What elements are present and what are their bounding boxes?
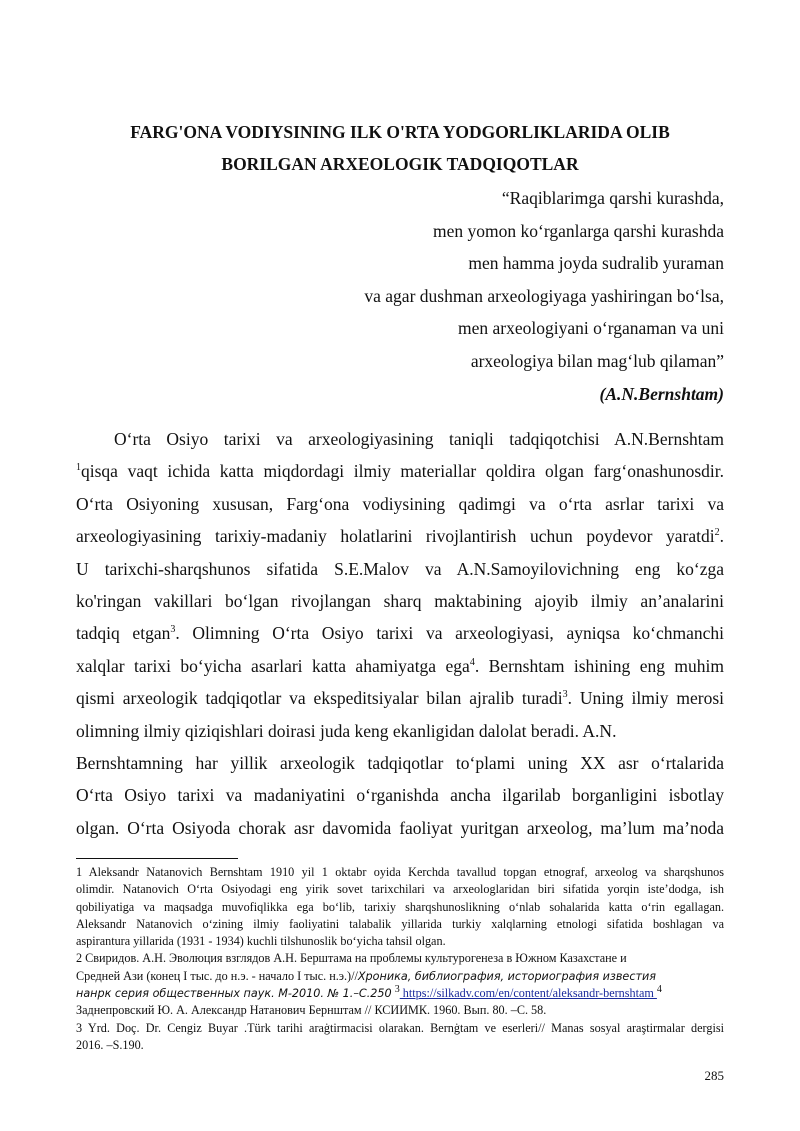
body-line-text: arxeologiyasining tarixiy-madaniy holatlarini rivojlantirish uchun poydevor yaratdi — [76, 526, 715, 547]
epigraph-line: men arxeologiyani o‘rganaman va uni — [458, 318, 724, 339]
footnotes — [76, 864, 724, 1054]
footnote-line: 2 Свиридов. А.Н. Эволюция взглядов А.Н. Берштама на проблемы культурогенеза в Южном Казахстане и — [76, 951, 627, 966]
body-line — [76, 650, 724, 682]
epigraph-line: men hamma joyda sudralib yuraman — [468, 253, 724, 274]
footnote-ref[interactable]: 3 — [170, 624, 176, 636]
epigraph — [204, 182, 724, 410]
footnote-italic-text: нанрк серия общественных паук. М-2010. № 1.–С.250 — [76, 987, 392, 1001]
body-line: Bernshtamning har yillik arxeologik tadqiqotlar to‘plami uning XX asr o‘rtalarida — [76, 752, 724, 773]
footnote-line — [76, 968, 724, 985]
footnote-ref[interactable]: 4 — [656, 984, 662, 996]
body-line: O‘rta Osiyo tarixi va arxeologiyasining taniqli tadqiqotchisi A.N.Bernshtam — [114, 429, 724, 449]
title-line-1: FARG'ONA VODIYSINING ILK O'RTA YODGORLIKLARIDA OLIB — [130, 122, 670, 142]
body-line-text: . Bernshtam ishining eng muhim — [474, 655, 725, 676]
page-number: 285 — [704, 1068, 724, 1083]
body-line — [76, 682, 724, 714]
body-line — [76, 617, 724, 649]
body-line-text: . Olimning O‘rta Osiyo tarixi va arxeologiyasi, ayniqsa ko‘chmanchi — [175, 623, 725, 644]
body-line-text: qismi arxeologik tadqiqotlar va ekspeditsiyalar bilan ajralib turadi — [76, 688, 563, 709]
body-line: ko'ringan vakillari bo‘lgan rivojlangan sharq maktabining ajoyib ilmiy an’analarini — [76, 590, 724, 611]
epigraph-line: “Raqiblarimga qarshi kurashda, — [501, 188, 724, 208]
body-text — [76, 423, 724, 844]
body-line-text: tadqiq etgan — [76, 623, 171, 644]
epigraph-line: arxeologiya bilan mag‘lub qilaman” — [470, 350, 724, 371]
footnote-line: 1 Aleksandr Natanovich Bernshtam 1910 yil 1 oktabr oyida Kerchda tavallud topgan etnograf, arxeolog va sharqshunos — [76, 865, 724, 879]
body-line-text: xalqlar tarixi bo‘yicha asarlari katta ahamiyatga ega — [76, 655, 470, 676]
footnote-ref[interactable]: 2 — [714, 527, 720, 539]
epigraph-author: (A.N.Bernshtam) — [599, 383, 724, 404]
body-line-text: . — [719, 526, 724, 547]
footnote-ref[interactable]: 3 — [562, 689, 568, 701]
epigraph-line: men yomon ko‘rganlarga qarshi kurashda — [433, 220, 724, 241]
body-line: U tarixchi-sharqshunos sifatida S.E.Malov va A.N.Samoyilovichning eng ko‘zga — [76, 558, 724, 579]
body-line-text: qisqa vaqt ichida katta miqdordagi ilmiy materiallar qoldira olgan farg‘onashunosdir. — [81, 461, 724, 482]
footnote-line: Aleksandr Natanovich o‘zining ilmiy faoliyatini talabalik yillarida turkiy xalqlarning etnologi sifatida boshlagan va — [76, 916, 724, 931]
footnote-ref[interactable]: 3 — [394, 984, 400, 996]
title-line-2: BORILGAN ARXEOLOGIK TADQIQOTLAR — [221, 154, 579, 174]
footnote-ref[interactable]: 4 — [469, 656, 475, 668]
footnote-text: Средней Ази (конец I тыс. до н.э. - начало I тыс. н.э.)// — [76, 968, 358, 983]
source-link[interactable]: https://silkadv.com/en/content/aleksandr-bernshtam — [399, 986, 657, 1001]
footnote-line: Заднепровский Ю. А. Александр Натанович Бернштам // КСИИМК. 1960. Вып. 80. –С. 58. — [76, 1003, 547, 1018]
footnote-line: 2016. –S.190. — [76, 1037, 144, 1052]
footnote-italic-text: Хроника, библиография, историография известия — [357, 969, 656, 983]
footnote-line: qobiliyatiga va maqsadga muvofiqlikka ega bo‘lib, tarixiy sharqshunoslikning o‘nlab sohalarida katta o‘rin egallagan. — [76, 899, 724, 914]
footnote-ref[interactable]: 1 — [76, 462, 81, 474]
body-line — [76, 520, 724, 552]
footnote-line: aspirantura yillarida (1931 - 1934) kuchli tilshunoslik bo‘yicha tahsil olgan. — [76, 934, 446, 949]
footnote-line — [76, 985, 724, 1002]
body-line — [76, 455, 724, 487]
body-line: olgan. O‘rta Osiyoda chorak asr davomida faoliyat yuritgan arxeolog, ma’lum ma’noda — [76, 817, 724, 838]
footnote-line: olimdir. Natanovich O‘rta Osiyodagi eng yirik sovet tarixchilari va arxeologlaridan biri sifatida yorqin iste’dodga, ish — [76, 882, 724, 897]
body-line: O‘rta Osiyoning xususan, Farg‘ona vodiysining qadimgi va o‘rta asrlar tarixi va — [76, 493, 724, 514]
body-line-text: . Uning ilmiy merosi — [567, 688, 724, 709]
body-line: olimning ilmiy qiziqishlari doirasi juda keng ekanligidan dalolat beradi. A.N. — [76, 720, 617, 741]
footnote-line: 3 Yrd. Doç. Dr. Cengiz Buyar .Türk tarihi araġtirmacisi olarakan. Bernġtam ve eserleri// Manas sosyal araştirmalar dergisi — [76, 1020, 724, 1035]
epigraph-line: va agar dushman arxeologiyaga yashiringan bo‘lsa, — [364, 285, 724, 306]
body-line: O‘rta Osiyo tarixi va madaniyatini o‘rganishda ancha ilgarilab borganligini isbotlay — [76, 785, 724, 806]
article-title — [76, 116, 724, 180]
footnote-separator — [76, 858, 238, 859]
